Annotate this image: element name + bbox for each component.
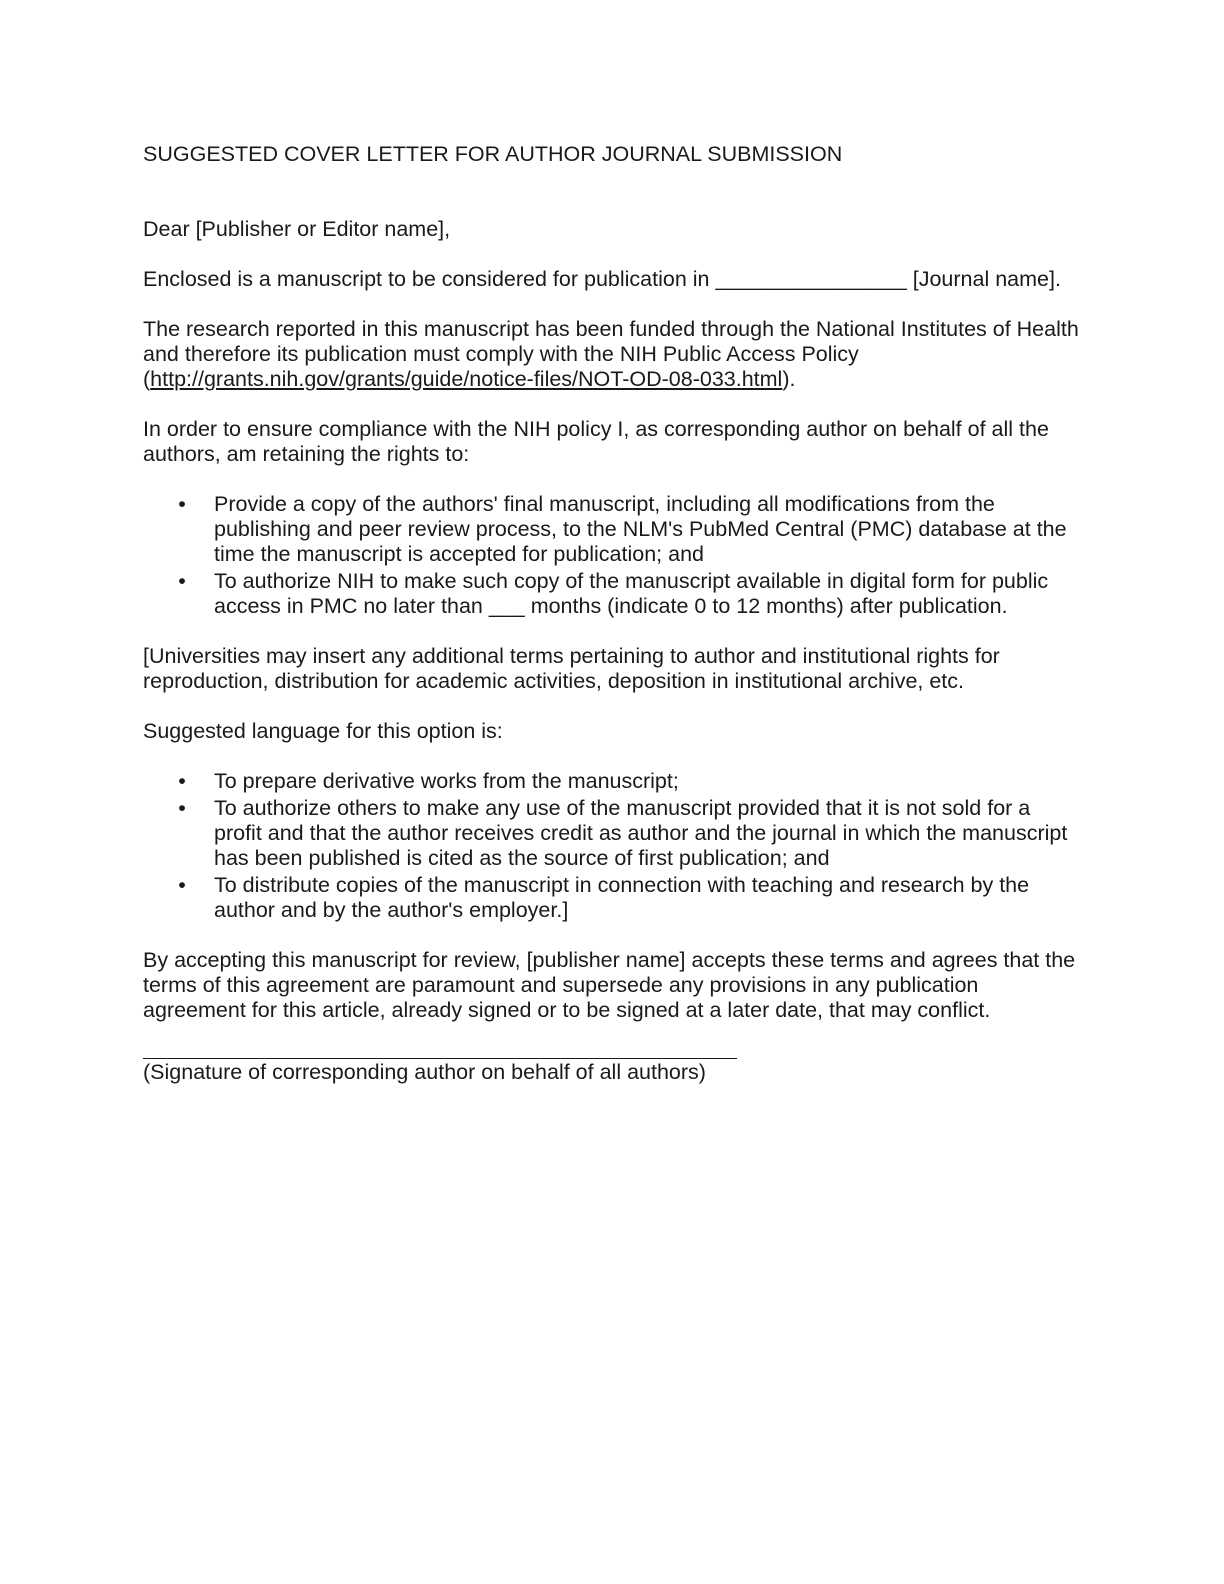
bullet-icon: • <box>178 569 186 593</box>
paragraph-accepting: By accepting this manuscript for review, [publisher name] accepts these terms and agrees that the terms of this agreement are paramount and supersede any provisions in any publication agreement for this article, already signed or to be signed at a later date, that may conflict. <box>143 948 1076 1022</box>
list-item-text: Provide a copy of the authors' final manuscript, including all modifications from the publishing and peer review process, to the NLM's PubMed Central (PMC) database at the time the manuscript is accepted for publication; and <box>214 492 1067 566</box>
bullet-icon: • <box>178 769 186 793</box>
bullet-icon: • <box>178 796 186 820</box>
options-list <box>143 769 1083 923</box>
list-item <box>143 873 1083 923</box>
paragraph-suggested: Suggested language for this option is: <box>143 719 503 743</box>
list-item <box>143 492 1083 567</box>
paragraph-universities: [Universities may insert any additional terms pertaining to author and institutional rights for reproduction, distribution for academic activities, deposition in institutional archive, etc. <box>143 644 1000 693</box>
list-item <box>143 569 1083 619</box>
rights-list <box>143 492 1083 619</box>
research-text-post: ). <box>782 367 796 391</box>
letter-body <box>143 142 1083 1085</box>
list-item-text: To distribute copies of the manuscript in connection with teaching and research by the author and by the author's employer.] <box>214 873 1030 922</box>
paragraph-enclosed: Enclosed is a manuscript to be considered for publication in ________________ [Journal name]. <box>143 267 1061 291</box>
nih-policy-link[interactable]: http://grants.nih.gov/grants/guide/notice-files/NOT-OD-08-033.html <box>150 367 783 391</box>
research-text-pre: The research reported in this manuscript has been funded through the National Institutes of Health and therefore its publication must comply with the NIH Public Access Policy ( <box>143 317 1079 391</box>
salutation: Dear [Publisher or Editor name], <box>143 217 451 241</box>
list-item <box>143 796 1083 871</box>
paragraph-research <box>143 317 1083 392</box>
bullet-icon: • <box>178 873 186 897</box>
list-item-text: To authorize others to make any use of the manuscript provided that it is not sold for a profit and that the author receives credit as author and the journal in which the manuscript has been published is cited as the source of first publication; and <box>214 796 1068 870</box>
bullet-icon: • <box>178 492 186 516</box>
document-title: SUGGESTED COVER LETTER FOR AUTHOR JOURNAL SUBMISSION <box>143 142 843 166</box>
signature-label: (Signature of corresponding author on behalf of all authors) <box>143 1060 706 1084</box>
paragraph-compliance: In order to ensure compliance with the NIH policy I, as corresponding author on behalf of all the authors, am retaining the rights to: <box>143 417 1049 466</box>
list-item-text: To authorize NIH to make such copy of the manuscript available in digital form for public access in PMC no later than ___ months (indicate 0 to 12 months) after publication. <box>214 569 1049 618</box>
signature-line <box>143 1058 737 1059</box>
list-item-text: To prepare derivative works from the manuscript; <box>214 769 679 793</box>
list-item <box>143 769 1083 794</box>
